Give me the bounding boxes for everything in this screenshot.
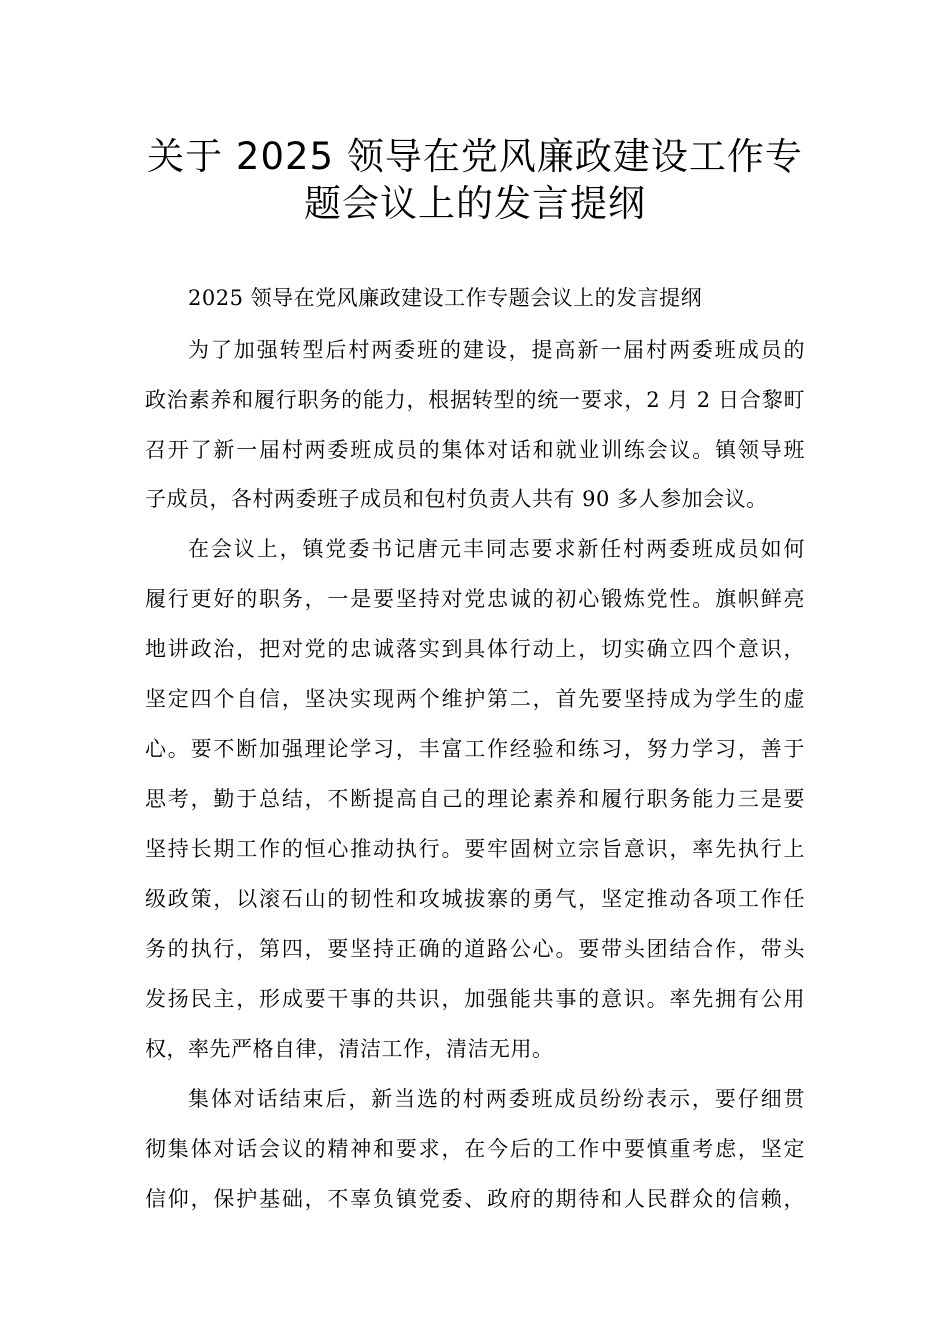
- paragraph-2-line-3: 地讲政治，把对党的忠诚落实到具体行动上，切实确立四个意识，: [145, 637, 805, 661]
- paragraph-1-line-2: 政治素养和履行职务的能力，根据转型的统一要求，2 月 2 日合黎町: [145, 388, 805, 412]
- paragraph-2-line-8: 级政策，以滚石山的韧性和攻城拔寨的勇气，坚定推动各项工作任: [145, 887, 805, 911]
- document-title-line-2: 题会议上的发言提纲: [304, 182, 646, 225]
- paragraph-3-line-3: 信仰，保护基础，不辜负镇党委、政府的期待和人民群众的信赖，: [145, 1187, 805, 1211]
- paragraph-2-line-10: 发扬民主，形成要干事的共识，加强能共事的意识。率先拥有公用: [145, 987, 805, 1011]
- paragraph-2-line-11: 权，率先严格自律，清洁工作，清洁无用。: [145, 1037, 554, 1061]
- paragraph-1-line-1: 为了加强转型后村两委班的建设，提高新一届村两委班成员的: [188, 338, 805, 362]
- paragraph-3-line-2: 彻集体对话会议的精神和要求，在今后的工作中要慎重考虑，坚定: [145, 1137, 805, 1161]
- paragraph-2-line-2: 履行更好的职务，一是要坚持对党忠诚的初心锻炼党性。旗帜鲜亮: [145, 587, 805, 611]
- paragraph-2-line-5: 心。要不断加强理论学习，丰富工作经验和练习，努力学习，善于: [145, 737, 805, 761]
- paragraph-1-line-4: 子成员，各村两委班子成员和包村负责人共有 90 多人参加会议。: [145, 487, 768, 511]
- document-subtitle: 2025 领导在党风廉政建设工作专题会议上的发言提纲: [188, 286, 703, 310]
- paragraph-1-line-3: 召开了新一届村两委班成员的集体对话和就业训练会议。镇领导班: [145, 438, 805, 462]
- paragraph-2-line-7: 坚持长期工作的恒心推动执行。要牢固树立宗旨意识，率先执行上: [145, 837, 805, 861]
- paragraph-2-line-4: 坚定四个自信，坚决实现两个维护第二，首先要坚持成为学生的虚: [145, 687, 805, 711]
- paragraph-2-line-1: 在会议上，镇党委书记唐元丰同志要求新任村两委班成员如何: [188, 537, 805, 561]
- paragraph-3-line-1: 集体对话结束后，新当选的村两委班成员纷纷表示，要仔细贯: [188, 1087, 805, 1111]
- paragraph-2-line-9: 务的执行，第四，要坚持正确的道路公心。要带头团结合作，带头: [145, 937, 805, 961]
- document-title-line-1: 关于 2025 领导在党风廉政建设工作专: [147, 135, 803, 178]
- paragraph-2-line-6: 思考，勤于总结，不断提高自己的理论素养和履行职务能力三是要: [145, 787, 805, 811]
